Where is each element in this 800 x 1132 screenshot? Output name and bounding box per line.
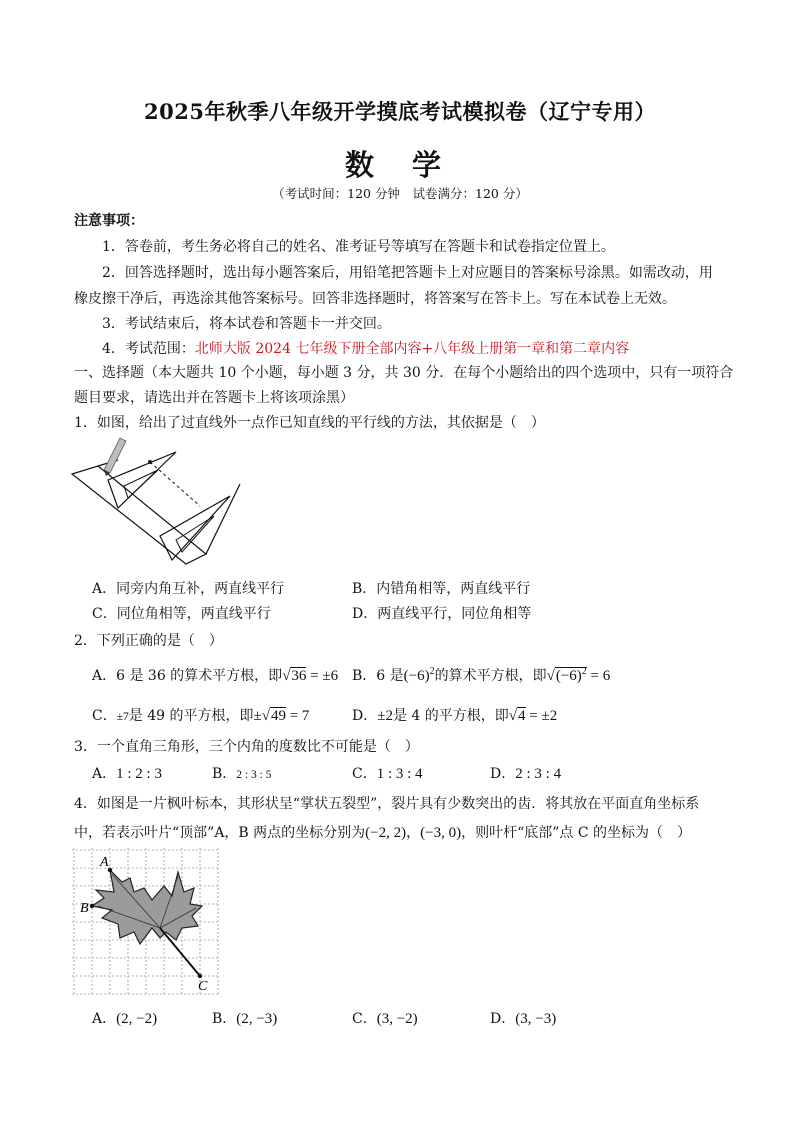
q4-b-value: (2, −3) bbox=[236, 1011, 278, 1027]
q2-option-b-mid: 的算术平方根，即 bbox=[434, 668, 547, 684]
point-b-dot bbox=[90, 904, 94, 908]
q4-figure-maple-leaf-grid bbox=[72, 848, 222, 996]
q2-d-result: = ±2 bbox=[529, 708, 558, 724]
q2-c-pm: ± bbox=[253, 708, 262, 724]
parallel-dashed-line bbox=[150, 462, 200, 506]
q4-option-a bbox=[92, 1008, 157, 1028]
q3-option-c bbox=[352, 763, 423, 783]
q3-option-d bbox=[490, 763, 561, 783]
q4-b-label: B． bbox=[212, 1011, 237, 1027]
notice-heading: 注意事项： bbox=[74, 213, 144, 229]
q4-coord-b: (−3, 0) bbox=[420, 825, 462, 841]
q4-d-label: D． bbox=[490, 1011, 516, 1027]
q2-c-value: ±7 bbox=[116, 711, 129, 723]
q3-d-value: 2 : 3 : 4 bbox=[515, 766, 562, 782]
q1-option-d: D．两直线平行，同位角相等 bbox=[352, 606, 532, 622]
maple-leaf-shape bbox=[92, 870, 202, 944]
q2-option-d-label: D． bbox=[352, 708, 378, 724]
exam-title: 2025年秋季八年级开学摸底考试模拟卷（辽宁专用） bbox=[144, 99, 656, 124]
q1-option-c: C．同位角相等，两直线平行 bbox=[92, 606, 271, 622]
q1-option-a: A．同旁内角互补，两直线平行 bbox=[92, 581, 285, 597]
q4-a-label: A． bbox=[92, 1011, 117, 1027]
section-heading-line1: 一、选择题（本大题共 10 个小题，每小题 3 分，共 30 分．在每个小题给出的四个选项中，只有一项符合 bbox=[74, 365, 734, 381]
q2-b-result: = 6 bbox=[590, 668, 611, 684]
q2-b-base: (−6) bbox=[403, 668, 430, 684]
point-c-label: C bbox=[198, 979, 208, 994]
q4-c-value: (3, −2) bbox=[376, 1011, 418, 1027]
q1-option-b: B．内错角相等，两直线平行 bbox=[352, 581, 531, 597]
q2-b-radicand-base: (−6) bbox=[555, 668, 582, 684]
q2-a-result: = ±6 bbox=[310, 668, 339, 684]
ruler-shape bbox=[72, 466, 206, 564]
q3-stem: 3．一个直角三角形，三个内角的度数比不可能是（ ） bbox=[74, 739, 419, 755]
q2-option-b-prefix: B．6 是 bbox=[352, 668, 404, 684]
pencil-icon bbox=[104, 438, 126, 473]
point-a-label: A bbox=[100, 855, 109, 870]
q3-b-value: 2 : 3 : 5 bbox=[236, 769, 272, 781]
q4-d-value: (3, −3) bbox=[515, 1011, 557, 1027]
q4-stem-line1: 4．如图是一片枫叶标本，其形状呈“掌状五裂型”，裂片具有少数突出的齿．将其放在平面直角坐标系 bbox=[74, 796, 700, 812]
q3-d-label: D． bbox=[490, 766, 516, 782]
set-square-upper bbox=[108, 452, 176, 508]
notice-item-4 bbox=[102, 338, 629, 358]
q2-option-b: B．6 是$(-6)^2$的算术平方根，即$√(-6)^2 = 6$ bbox=[352, 666, 611, 684]
notice-item-4-prefix: 4．考试范围： bbox=[102, 341, 195, 357]
q4-c-label: C． bbox=[352, 1011, 377, 1027]
q2-stem: 2．下列正确的是（ ） bbox=[74, 633, 223, 649]
exam-scope: 北师大版 2024 七年级下册全部内容+八年级上册第一章和第二章内容 bbox=[194, 341, 630, 357]
q2-option-a: A．6 是 36 的算术平方根，即√36 = ±6 bbox=[92, 668, 339, 684]
q2-option-c-label: C． bbox=[92, 708, 117, 724]
q3-a-label: A． bbox=[92, 766, 117, 782]
q2-option-d: D．±2是 4 的平方根，即√4 = ±2 bbox=[352, 708, 558, 724]
q1-stem: 1．如图，给出了过直线外一点作已知直线的平行线的方法，其依据是（ ） bbox=[74, 415, 545, 431]
subject-title: 数 学 bbox=[344, 148, 456, 182]
q4-stem-line2 bbox=[74, 822, 691, 842]
q3-c-label: C． bbox=[352, 766, 377, 782]
q1-figure-set-square-ruler bbox=[68, 436, 248, 568]
q2-c-result: = 7 bbox=[289, 708, 310, 724]
q2-option-c-mid: 是 49 的平方根，即 bbox=[128, 708, 254, 724]
q4-coord-a: (−2, 2) bbox=[365, 825, 407, 841]
notice-item-1: 1．答卷前，考生务必将自己的姓名、准考证号等填写在答题卡和试卷指定位置上。 bbox=[102, 239, 615, 255]
q4-separator: ， bbox=[406, 825, 421, 841]
q4-stem-part-a: 中，若表示叶片“顶部”A，B 两点的坐标分别为 bbox=[74, 825, 366, 841]
q2-a-radicand: 36 bbox=[291, 668, 307, 684]
notice-item-2-cont: 橡皮擦干净后，再选涂其他答案标号。回答非选择题时，将答案写在答卡上。写在本试卷上无效。 bbox=[74, 291, 676, 307]
notice-item-3: 3．考试结束后，将本试卷和答题卡一并交回。 bbox=[102, 316, 391, 332]
q4-option-d bbox=[490, 1008, 556, 1028]
q3-option-b bbox=[212, 763, 271, 783]
q3-b-label: B． bbox=[212, 766, 237, 782]
q2-b-radicand-exponent: 2 bbox=[581, 666, 587, 677]
leaf-stem bbox=[160, 928, 200, 976]
q2-option-a-text: A．6 是 36 的算术平方根，即 bbox=[92, 668, 283, 684]
exam-meta: （考试时间：120 分钟 试卷满分：120 分） bbox=[272, 186, 528, 201]
q4-option-b bbox=[212, 1008, 277, 1028]
q3-a-value: 1 : 2 : 3 bbox=[116, 766, 162, 782]
q2-c-radicand: 49 bbox=[270, 708, 286, 724]
q4-stem-part-b: ，则叶杆“底部”点 C 的坐标为（ ） bbox=[461, 825, 692, 841]
point-c-dot bbox=[198, 974, 202, 978]
q4-a-value: (2, −2) bbox=[116, 1011, 158, 1027]
q2-d-radicand: 4 bbox=[518, 708, 526, 724]
q3-c-value: 1 : 3 : 4 bbox=[376, 766, 423, 782]
notice-item-2: 2．回答选择题时，选出每小题答案后，用铅笔把答题卡上对应题目的答案标号涂黑。如需改动，用 bbox=[102, 265, 713, 281]
q4-option-c bbox=[352, 1008, 418, 1028]
q2-option-c: C．±7是 49 的平方根，即±√49 = 7 bbox=[92, 708, 310, 724]
q2-option-d-mid: 是 4 的平方根，即 bbox=[392, 708, 509, 724]
q2-d-value: ±2 bbox=[377, 708, 393, 724]
q2-b-exponent: 2 bbox=[429, 666, 435, 677]
point-b-label: B bbox=[80, 901, 89, 916]
section-heading-line2: 题目要求，请选出并在答题卡上将该项涂黑） bbox=[74, 390, 354, 406]
q3-option-a bbox=[92, 763, 162, 783]
